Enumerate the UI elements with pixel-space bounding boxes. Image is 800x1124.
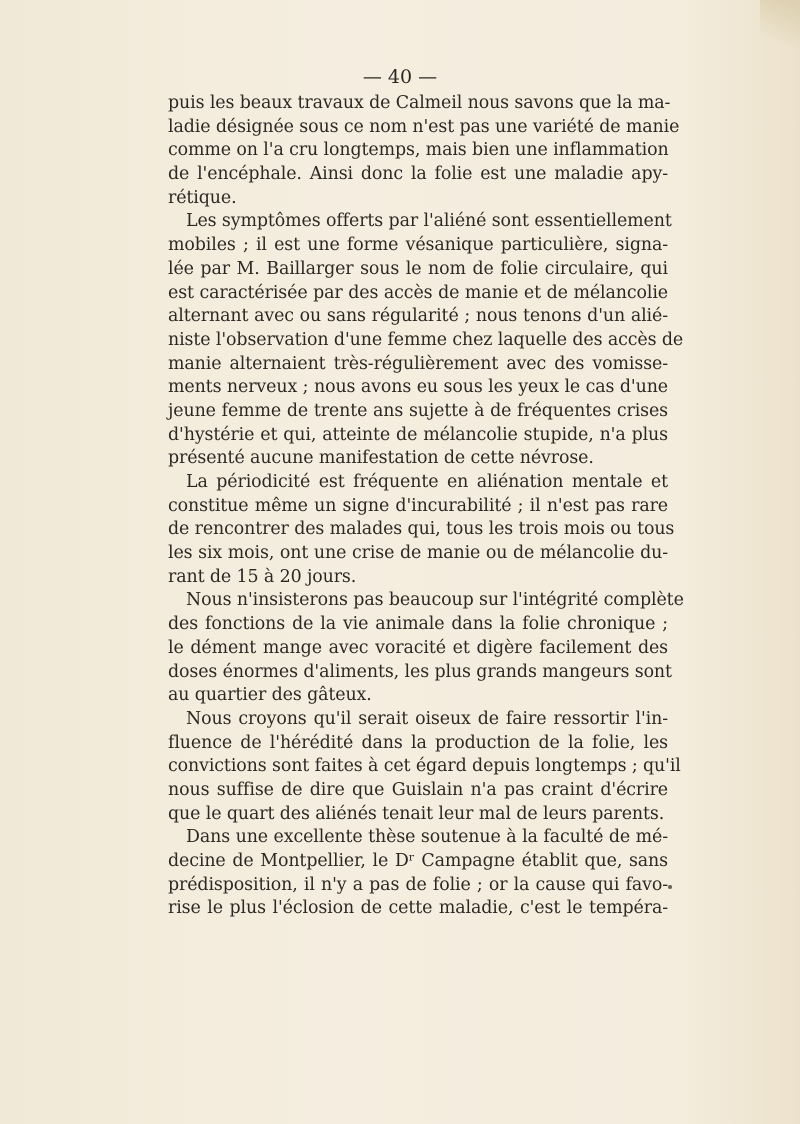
page-body-text: [168, 92, 684, 921]
page-number: — 40 —: [362, 66, 438, 88]
text-line: Nous n'insisterons pas beaucoup sur l'intégrité complète: [186, 590, 684, 611]
text-line: rant de 15 à 20 jours.: [168, 566, 357, 587]
text-line: nous suffise de dire que Guislain n'a pas craint d'écrire: [168, 779, 668, 800]
text-line: decine de Montpellier, le Dʳ Campagne établit que, sans: [168, 851, 668, 871]
text-line: convictions sont faites à cet égard depuis longtemps ; qu'il: [168, 756, 681, 777]
text-line: lée par M. Baillarger sous le nom de folie circulaire, qui: [168, 258, 668, 279]
text-line: La périodicité est fréquente en aliénation mentale et: [186, 472, 668, 492]
text-line: puis les beaux travaux de Calmeil nous savons que la ma-: [168, 93, 671, 113]
ink-speck: [668, 885, 672, 889]
text-line: présenté aucune manifestation de cette névrose.: [168, 448, 594, 469]
text-line: les six mois, ont une crise de manie ou de mélancolie du-: [168, 543, 668, 564]
text-line: le dément mange avec voracité et digère facilement des: [168, 637, 668, 658]
text-line: Les symptômes offerts par l'aliéné sont essentiellement: [186, 211, 672, 232]
text-line: manie alternaient très-régulièrement avec des vomisse-: [168, 353, 668, 374]
text-line: doses énormes d'aliments, les plus grands mangeurs sont: [168, 661, 672, 682]
text-line: est caractérisée par des accès de manie et de mélancolie: [168, 282, 668, 303]
text-line: de l'encéphale. Ainsi donc la folie est une maladie apy-: [168, 164, 668, 185]
page-corner-shading: [760, 0, 800, 60]
text-line: de rencontrer des malades qui, tous les trois mois ou tous: [168, 519, 675, 540]
text-line: ladie désignée sous ce nom n'est pas une variété de manie: [168, 116, 680, 137]
text-line: des fonctions de la vie animale dans la folie chronique ;: [168, 614, 668, 635]
text-line: au quartier des gâteux.: [168, 685, 372, 706]
text-line: rise le plus l'éclosion de cette maladie, c'est le tempéra-: [168, 898, 668, 919]
text-line: d'hystérie et qui, atteinte de mélancolie stupide, n'a plus: [168, 424, 668, 445]
text-line: ments nerveux ; nous avons eu sous les yeux le cas d'une: [168, 377, 668, 398]
text-line: jeune femme de trente ans sujette à de fréquentes crises: [168, 400, 668, 421]
text-line: comme on l'a cru longtemps, mais bien une inflammation: [168, 140, 669, 161]
text-line: Dans une excellente thèse soutenue à la faculté de mé-: [186, 827, 668, 848]
text-line: que le quart des aliénés tenait leur mal de leurs parents.: [168, 803, 665, 824]
text-line: alternant avec ou sans régularité ; nous tenons d'un alié-: [168, 306, 668, 327]
text-line: mobiles ; il est une forme vésanique particulière, signa-: [168, 235, 668, 256]
text-line: fluence de l'hérédité dans la production de la folie, les: [168, 732, 668, 753]
text-line: rétique.: [168, 187, 237, 208]
text-line: constitue même un signe d'incurabilité ; il n'est pas rare: [168, 495, 668, 516]
text-line: niste l'observation d'une femme chez laquelle des accès de: [168, 329, 684, 350]
text-line: prédisposition, il n'y a pas de folie ; or la cause qui favo-: [168, 874, 668, 895]
text-line: Nous croyons qu'il serait oiseux de faire ressortir l'in-: [186, 708, 668, 729]
